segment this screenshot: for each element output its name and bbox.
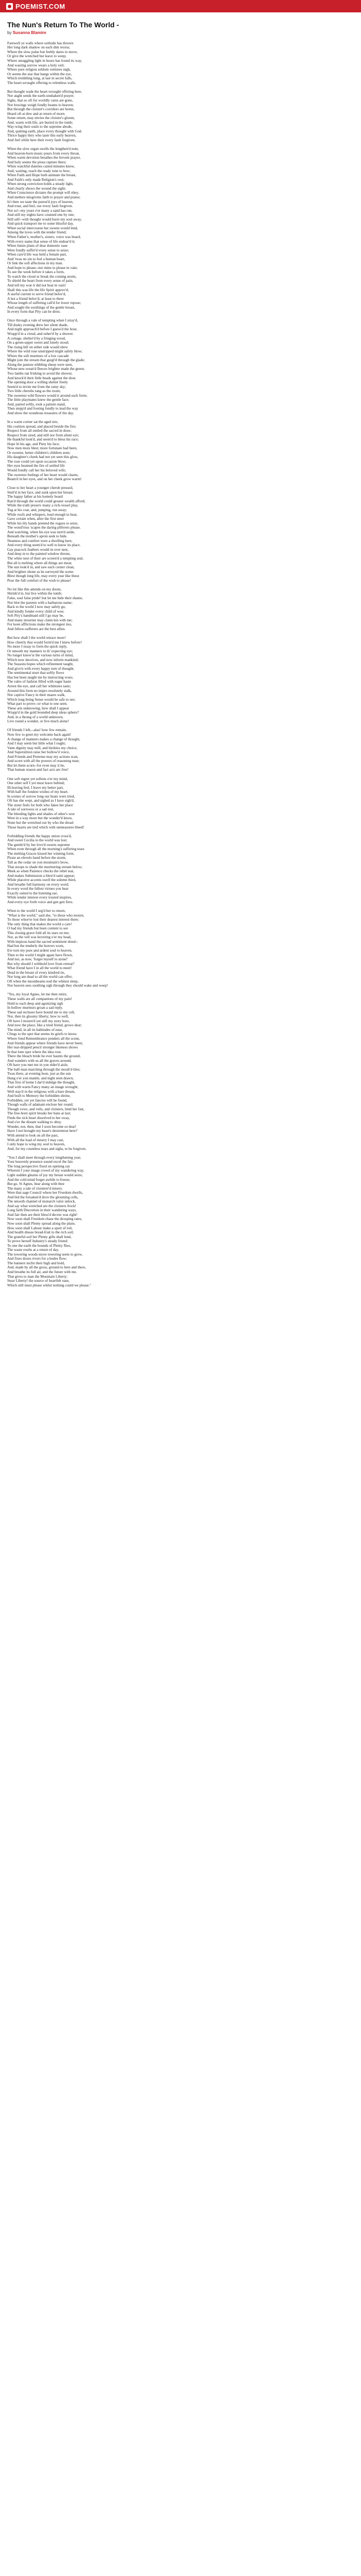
poem-body <box>7 41 354 1287</box>
stanza <box>7 90 354 143</box>
stanza <box>7 587 354 631</box>
poem-line: That first of home I dar'd indulge the thought, <box>7 1080 75 1085</box>
poem-line: Ill-leaving feel, I leave my better part, <box>7 785 64 790</box>
poem-line: Those hearts are tied which with unmeasures bleed! <box>7 825 85 829</box>
poem-line: When social intercourse her sweets would lend, <box>7 226 78 230</box>
poem-line: The wond'rous 'scapes the daring pilferers please. <box>7 526 81 530</box>
poem-line: And still my nights have counted one by one; <box>7 213 75 217</box>
poem-line: Ere torn my pure and ardent soul to heaven, <box>7 948 72 953</box>
poem-line: And, for my countless tears and sighs, to be forgiven. <box>7 1146 87 1151</box>
stanza <box>7 636 354 724</box>
poem-line: While the truth preserv many a rich-vessel play, <box>7 503 78 508</box>
poem-content <box>0 12 361 1287</box>
poem-line: When even through all the morning's suffering tears <box>7 847 85 852</box>
poem-line: Till dusky evening drew her silent shade, <box>7 323 69 327</box>
poem-line: And, made by all the gross, ground to here and there, <box>7 1265 86 1270</box>
poem-line: Soft Pity's handmaid still I go may be, <box>7 614 64 618</box>
poem-line: But thought wade the heart-wrought offering here, <box>7 89 82 94</box>
poem-line: Nor, then its gloomy liberty; how to well, <box>7 1014 69 1019</box>
poem-line: Nor bowings weigh fondly beams to heaven; <box>7 103 74 107</box>
poem-line: And fixes doxes rivers for a bodes flow; <box>7 1257 67 1261</box>
poem-line: Stear Liberty! the source of heartfelt ease, <box>7 1279 70 1283</box>
poem-line: Where pure religion seldom ventures nigh, <box>7 67 71 72</box>
poem-line: And, quitting earth, place every thought with God. <box>7 129 83 133</box>
poem-line: But go, St Agnes, bear along with thee <box>7 1182 64 1187</box>
poem-line: When Father's, mother's, sisters, voice was heard, <box>7 234 81 239</box>
poem-line: When to the world I urg'd her to return, <box>7 909 66 913</box>
poem-line: To shield the heart from every sense of pain, <box>7 279 73 283</box>
poem-line: Smil'd in her face, and sunk upon her breast; <box>7 490 74 495</box>
poem-line: In every word the fullest virtues you hear <box>7 887 69 891</box>
stanza <box>7 420 354 482</box>
poem-line: "What is the world," said she, "to those who mourn, <box>7 913 85 918</box>
poem-line: Vann dignity may mill, and birdsies my choice, <box>7 745 77 750</box>
poem-line: Two lambs ran frisking to avoid the shower, <box>7 371 73 376</box>
poem-line: Once through a vale of tempting when I stray'd, <box>7 318 78 323</box>
poem-line: But through the cloister's corridors are borne, <box>7 107 75 112</box>
poem-line: In that lone spot where the idea rose. <box>7 1049 62 1054</box>
poem-line: And built to Memory the forbidden shrine, <box>7 1094 71 1098</box>
poem-line: The sun look'd in, and saw each corner clean, <box>7 565 75 570</box>
poem-line: But let them scorn--for even may it be, <box>7 763 65 768</box>
poem-line: To see the week before it takes a form, <box>7 270 65 275</box>
poem-line: And wanders with us all the graves around; <box>7 1058 72 1063</box>
poem-line: Respect from all smiled the sacred in draw; <box>7 429 72 433</box>
poem-line: And wasting sorrow wears a holy veil; <box>7 63 64 67</box>
poem-line: The half-man marching through the moult'd tiles; <box>7 1067 80 1072</box>
poem-line: How cheerly that would form'd me I knew before! <box>7 640 82 645</box>
poem-line: And quick transport me to some blissful day, <box>7 222 74 226</box>
poem-line: Or sweeter, better children's children seen; <box>7 450 71 455</box>
poem-line: That human reason and fact acts are free! <box>7 768 69 772</box>
poem-line: Forbidden, yet yet fancies will be found, <box>7 1098 68 1103</box>
poem-line: Were in a way more but the wonder'd know, <box>7 816 73 821</box>
poem-line: Nor long am dead to all the world can offer; <box>7 975 73 979</box>
poem-line: And bid the forsaken'd dove the glooming cells, <box>7 1195 78 1199</box>
poem-line: And deep in to the painted window throne, <box>7 552 71 556</box>
poem-line: And watching, when his eye was turn'd aside, <box>7 530 75 534</box>
poem-line: How soon shall Labour make a sport of toil, <box>7 1226 73 1230</box>
poem-line: Where fond Remembrance ponders all the scene, <box>7 1036 80 1041</box>
stanza <box>7 41 354 85</box>
poem-line: Arrest the eye, and call her whimsies taste; <box>7 684 71 688</box>
poem-line: Beam'd in her eyes, and on her cheek grow warm! <box>7 477 82 482</box>
poem-line: And melters misgivens faith to prayer and praise; <box>7 195 80 200</box>
poem-line: When warm devotion breathes the fervent prayer, <box>7 156 81 160</box>
poem-line: Wonder, not, then, that I soon become so dear! <box>7 1124 76 1129</box>
poem-line: Wrapp'd in the gold bounded deep ideas sphere? <box>7 710 79 715</box>
logo-text: POEMIST.COM <box>15 2 65 10</box>
poem-line: Oft when the moonbeams nod the whitest sleep, <box>7 979 79 984</box>
poem-line: Blest though long life, may every year like these <box>7 574 79 579</box>
poem-line: Or seems the star that hangs within the eye, <box>7 72 72 76</box>
poem-line: While roofs and whispers, loud enough to hear, <box>7 512 78 517</box>
poem-line: To one the earth the bounds of Plenty flies, <box>7 1243 71 1248</box>
poem-line: Have I not brought my heart's desiremost here? <box>7 1129 78 1133</box>
poem-line: Then stepp'd and footing fondly to lead the way <box>7 406 78 411</box>
poem-line: With attend to look on all the past, <box>7 1133 59 1138</box>
poem-line: Or smooth my manners to th' expecting eye; <box>7 649 73 653</box>
poem-byline <box>7 30 354 35</box>
poem-line: What friend have I in all the world to meet! <box>7 966 72 971</box>
poem-line: And every thing seem'd to well to know its place. <box>7 543 81 548</box>
poem-line: None but the wretched our by who the dread <box>7 821 74 825</box>
poem-line: The towering woods move towering seem to grow, <box>7 1252 83 1257</box>
poem-line: Gave certain when, after the first steer <box>7 517 64 521</box>
stanza <box>7 147 354 314</box>
poem-line: He thankful look'd, and seem'd to bless his race; <box>7 437 79 442</box>
poem-line: But why should I withhold love from retreat? <box>7 961 75 966</box>
poem-line: A change of manners makes a change of thought, <box>7 737 80 741</box>
poem-line: And knock'd their little heads against the door. <box>7 376 76 380</box>
poem-line: Which long being Sense would be safe to see; <box>7 697 76 702</box>
poem-line: Shall this was life the life Spirit approv'd, <box>7 287 69 292</box>
poem-line: The little playmates knew the gentle face; <box>7 398 70 402</box>
poem-line: With half the fondest wishes of my heart. <box>7 790 69 794</box>
poem-line: These sad recluses have bound me to my cell, <box>7 1010 75 1014</box>
poem-line: And show the wondrous treasures of the day. <box>7 411 74 415</box>
poem-line: And trust, and feel, our every fault forgiven. <box>7 204 73 209</box>
poem-line: When care'd life was held a female part, <box>7 252 67 257</box>
poem-line: Which now deceives, and now inform mankind; <box>7 657 79 662</box>
poem-line: And now the place, like a tried friend, grows dear; <box>7 1023 82 1028</box>
poem-line: Respect from sired, and still nor from silent eye; <box>7 433 79 437</box>
poem-line: Now soon shall Plenty spread along the plans. <box>7 1221 76 1226</box>
poem-line: Shrink'd in, but live within the tomb; <box>7 591 62 596</box>
poem-line: When future plans of dear domestic ease <box>7 244 68 248</box>
poem-line: And night approach'd before I guess'd the hour, <box>7 327 78 332</box>
poem-line: Pour the full comfort of the wish to please! <box>7 578 71 583</box>
poem-line: These arts unknowing, how shall I appear <box>7 706 69 710</box>
poem-line: Nor captive Fancy in their mazes walk, <box>7 693 65 698</box>
poem-line: Nor heaven sees soothing sigh through they should wake and weep! <box>7 984 108 988</box>
poem-line: And makes Submission a blest'd saint appear; <box>7 873 75 878</box>
poem-line: Along the pasture nibbling sheep were seen, <box>7 362 73 367</box>
poem-line: A useful current to serve friend belov'd, <box>7 292 67 297</box>
poem-line: Is't then we taste the purest'd joys of heaven, <box>7 199 74 204</box>
poemist-logo-icon <box>6 3 13 10</box>
poem-line: And hope to please--nor mine to please in vain; <box>7 265 78 270</box>
poem-line: And, in a throng of a world unknown, <box>7 715 63 719</box>
poem-line: And holy seems the pious rapture there; <box>7 160 67 164</box>
poem-line: Dead in the breast of every kindred tie, <box>7 970 65 975</box>
poem-line: A tale of sorrowes or a sad rest, <box>7 807 54 812</box>
poem-line: One other self I yet must leave behind; <box>7 781 65 786</box>
poem-line: Heard oft at dew and at return of morn. <box>7 111 65 116</box>
poem-line: The white nest of their are screen'd a tempting seal, <box>7 556 84 561</box>
poem-line: His daughter's cheek had not yet seen this glow, <box>7 455 78 460</box>
poem-line: The happy father at his homely board <box>7 495 63 499</box>
poem-line: Though vows, and veils, and cloisters, bind her fast, <box>7 1107 85 1111</box>
poem-line: The waste exults at a return of day. <box>7 1248 59 1252</box>
poem-line: The rose could yet upon occasion blow; <box>7 459 67 464</box>
poem-line: Though walls of adamant enclose her round; <box>7 1103 74 1107</box>
poem-line: Has but been taught me by instructing woes; <box>7 675 73 680</box>
poem-line: A cottage, shelter'd by a fringing wood, <box>7 336 66 341</box>
poem-line: Would fondly call her his beloved wife; <box>7 468 66 473</box>
poem-line: And every eye forth voice and gen gen fires. <box>7 900 73 904</box>
poem-line: But all is melting where all things are meat; <box>7 561 72 565</box>
poem-line: Hold to each deep and agonizing sigh <box>7 1001 63 1006</box>
poem-line: With every name that sense of life endear'd it; <box>7 239 75 244</box>
poem-line: Where smuggling light in hours has found its way, <box>7 58 83 63</box>
poem-line: Exactly suited to the listening ear; <box>7 891 58 895</box>
poem-line: On a green-upper sweet and lonely stood; <box>7 341 69 345</box>
poem-line: And, warm with life, are buried in the tomb; <box>7 120 73 125</box>
poem-line: Ran'd through the world could greater wealth afford; <box>7 499 86 503</box>
poem-line: The only thing that makes the world a care! <box>7 922 72 926</box>
poem-line: Neatness and comfort were a dwelling here, <box>7 538 73 543</box>
stanza <box>7 992 354 1151</box>
poem-line: Farewell ye walls where solitude has thrown <box>7 41 74 45</box>
poem-line: Close to her heart a younger cherub pressed, <box>7 486 73 490</box>
stanza <box>7 728 354 772</box>
poem-line: Then to the world I might again have flown, <box>7 953 73 957</box>
poem-line: Beneath the mother's apron seek to hide. <box>7 534 68 539</box>
poem-line: Hung o'er yon mantle, and night seen drawn, <box>7 1076 74 1080</box>
poem-line: The Seasons hopes which refinement taught, <box>7 662 74 667</box>
poem-line: And friends appear where friends have never been; <box>7 1041 83 1045</box>
poem-line: And give'n with every happy turn of thought; <box>7 666 75 671</box>
poem-line: The many a tale of cloistere'd misery. <box>7 1186 63 1191</box>
poem-line: And kindly fonder every child of woe; <box>7 609 64 614</box>
poem-line: Wherein I your image crowd of my wandering way, <box>7 1168 85 1173</box>
poem-line: And 'twas no sin to feel a human heart, <box>7 257 65 261</box>
poem-line: Oft has she wept, and sighed as I have sigh'd, <box>7 799 75 803</box>
poem-line: The grateful soil her Plenty gifts shall lend, <box>7 1234 72 1239</box>
poem-line: While his lily hands pretend the rogues to seize, <box>7 521 78 526</box>
poem-line: Hope lit his age, and Piety his face; <box>7 442 60 446</box>
poem-title: The Nun's Return To The World - <box>7 21 119 29</box>
poem-line: Oft have you met me in yon elder'd aisle, <box>7 1063 69 1067</box>
poem-line: Where the soft murmurs of a low cascade <box>7 353 69 358</box>
poem-line: When watchful duteties catied minutes know, <box>7 164 75 169</box>
poem-line: Nor aught sends the earth-unshaken'd prayer; <box>7 94 75 98</box>
stanza <box>7 834 354 905</box>
poem-line: Well stay'd in the religious with a bare dream, <box>7 1089 75 1094</box>
poem-line: And breathe full harmony on every word; <box>7 882 69 887</box>
poem-line: For keen afflictions make the strongest ties, <box>7 622 72 627</box>
poem-line: Her eyes beamed the fire of settled life <box>7 464 65 468</box>
poem-line: And sought the soothings of the gentle breast, <box>7 305 75 310</box>
poem-line: In hollow murmurs groan a sad reply. <box>7 1006 63 1010</box>
poem-line: One soft regret yet softens o'er my mind, <box>7 776 68 781</box>
poem-line: Forbidding friends the happy union cross'd, <box>7 834 72 838</box>
poem-line: And, parted softly, took a patient stand, <box>7 402 66 406</box>
poem-line: Now soon shall Freedom chase the drooping rates, <box>7 1217 83 1222</box>
poem-line: The heart-wrought offering to relentless walls. <box>7 80 76 85</box>
poem-line: Sighs, that so oft for worldly cares are gone, <box>7 98 73 103</box>
poem-line: Whose new-wean'd fleeces brighter made the green; <box>7 367 85 371</box>
poem-line: That gives to man the Mountain Liberty; <box>7 1274 68 1279</box>
poem-line: "You I shall meet through every lengthening year, <box>7 1155 81 1160</box>
poem-line: And breathe its full air, and the future with me. <box>7 1269 77 1274</box>
poem-line: Some return, may envies the cloister's gloom, <box>7 116 75 121</box>
poem-line: Her long dark shadow on each dim recess; <box>7 45 70 50</box>
stanza <box>7 1156 354 1287</box>
poem-line: Pirate an elevelo hand before the storm, <box>7 856 67 860</box>
poem-line: The smooth channel of monarch valor unlock, <box>7 1199 76 1204</box>
byline-prefix: by <box>7 30 12 35</box>
poem-line: Long faith Discretion in their wandering ways, <box>7 1208 77 1213</box>
poem-line: The vales of fashion filled with eager haste <box>7 680 71 684</box>
poem-line: His cushion spread, and placed beside the fire; <box>7 424 76 429</box>
poem-line: Wrapp'd in a cloud, and usher'd by a shower. <box>7 332 74 336</box>
poem-line: And many mourner may claim kin with me; <box>7 618 73 622</box>
poem-line: Nor blot the parents with a barbarous name; <box>7 600 73 605</box>
poem-line: And tell my woe it did not beat in vain! <box>7 283 66 287</box>
poem-line: While tender interest every trusted inspires, <box>7 895 72 900</box>
poem-line: Now men more blest; more fortunate had been, <box>7 446 77 451</box>
poem-line: Or link the soft affections in my man. <box>7 261 63 266</box>
poem-line: And feel while here their every fault forgiven. <box>7 138 76 142</box>
poem-line: Gay peacock feathers would in over nest, <box>7 547 69 552</box>
poem-line: And fair then are their bless'd decree was right! <box>7 1212 78 1217</box>
poem-line: No lot like this attends on my doom, <box>7 587 62 591</box>
poem-line: Live round a wonder, or live much alone! <box>7 719 69 724</box>
poem-line: No more I essay to form the quick reply, <box>7 645 68 649</box>
poem-line: And say what wretched are the cloisters frock! <box>7 1204 76 1208</box>
poem-line: O had my friends but been content to see <box>7 926 68 931</box>
poem-line: The melting Graces kissed her winning form. <box>7 851 75 856</box>
poem-line: Might join the stream that gurgl'd through the glade; <box>7 358 85 363</box>
poem-line: Clings to the spot that seems its griefs to know. <box>7 1032 77 1037</box>
poem-line: This closing grave fold all its stars on me; <box>7 930 70 935</box>
poem-line: Of friends I left,--alas! how few remain, <box>7 728 67 733</box>
poem-line: Among the loves with the tender friend; <box>7 230 67 235</box>
poem-line: In a warm corner sat the aged sire, <box>7 420 58 425</box>
poem-line: Tall as the cedar on yon mountain's brow, <box>7 860 69 865</box>
poem-line: To watch the cloud or break the coming storm, <box>7 274 77 279</box>
stanza <box>7 909 354 988</box>
poem-line: Twas there, at evening hour, just as the sun <box>7 1072 71 1076</box>
poem-line: The sister feels for both who fakes her place <box>7 803 73 807</box>
poem-line: But how shall I the world retrace more! <box>7 635 66 640</box>
poem-line: And with warm Fancy many an image wrought; <box>7 1084 78 1089</box>
poem-line: Were fondly suffer'd every sense to seize; <box>7 248 69 252</box>
poem-line: Oft have I mourn'd yet still my story bore, <box>7 1019 70 1023</box>
poem-line: And Superstition raise her hollow'd voice, <box>7 750 70 755</box>
poem-line: The bleeding lights and shades of other's woe <box>7 811 75 816</box>
poem-line: Back to the world I now may safely go, <box>7 605 66 609</box>
poem-line: What part to prove--or what to one seen; <box>7 702 68 706</box>
poem-line: The gentle'd by her love'd sweets supreme <box>7 842 70 847</box>
poem-line: When Conscience dictates the prompt will obey, <box>7 191 79 195</box>
poem-line: Tug at his coat, and, jumping, run away; <box>7 508 67 512</box>
poem-line: Which trembling long, at last in secret falls, <box>7 76 72 81</box>
poem-line: The banners inclin their high and bold, <box>7 1261 65 1265</box>
poem-line: The sweetest wild flowers would it around each form; <box>7 393 88 398</box>
poem-line: Or give the wretched but leave to weep; <box>7 54 67 59</box>
poem-line: The long perspective fixed on opening ray <box>7 1164 70 1168</box>
stanza <box>7 318 354 415</box>
poem-line: A hot a friend belov'd, at least to there <box>7 296 64 301</box>
site-header <box>0 0 361 12</box>
poem-line: And not, as now, 'forget myself to stone!' <box>7 957 68 962</box>
poem-line: Thrice happy they who taste this early heaven, <box>7 133 76 138</box>
poem-line: To those whoe'er lost their dearest interest there; <box>7 918 79 922</box>
poem-line: Whose length of suffering call'd for lower repose; <box>7 301 81 306</box>
poem-line: And health disuse bread-fruit to the rich soil; <box>7 1230 74 1235</box>
poem-line: Now few to greet my welcome back again! <box>7 733 71 737</box>
poem-line: Still self--with thought would burst my soul away, <box>7 217 82 222</box>
site-logo-link[interactable] <box>6 3 65 10</box>
poem-line: That stoops to shade the murmuring stream below; <box>7 865 83 869</box>
poem-line: And I may seem but little what I ought; <box>7 741 66 746</box>
poem-line: Where the slow pulse but feebly dares to move, <box>7 49 78 54</box>
poem-line: Light sudden gleams of joy my breast would seize, <box>7 1173 83 1177</box>
poem-line: Had but the tenderly the horrors worn, <box>7 944 64 948</box>
poem-line: And clearly shows the wound the sight; <box>7 186 66 191</box>
poem-line: Way-wing their souls to the supreme abode, <box>7 125 73 129</box>
poem-line: And the cold mind forget awhile to freeze; <box>7 1177 71 1182</box>
poem-line: Were that sage Council where her Freedom dwells, <box>7 1191 83 1195</box>
poem-line: Your heavenly presence sound excel the fair. <box>7 1160 74 1164</box>
poem-line: With all the load of misery I may cast, <box>7 1138 64 1142</box>
poem-line: The sentimental store that softly flows <box>7 671 64 675</box>
poem-line: Not so!--my years e'er many a sand has run, <box>7 208 73 213</box>
poem-line: False, soul false pride! but let me hide their shame, <box>7 596 83 600</box>
poem-line: And brighter shone as he surveyed the scene. <box>7 569 74 574</box>
poem-line: In scenes of sorrow long our heats were tried, <box>7 794 75 799</box>
poem-line: Her tear-dripped pencil stronger likeness shows <box>7 1045 78 1050</box>
poem-line: Which still must please whilst nothing could we please." <box>7 1283 91 1287</box>
stanza <box>7 486 354 583</box>
poem-line: And sweet Cecilia to the world was lost; <box>7 838 68 843</box>
poem-line: Two little cherubs rang as the room; <box>7 389 61 394</box>
poem-line: Nor, as the veil was hovering o'er my head, <box>7 935 72 940</box>
poem-line: The sweetest feelings of her heart would charm, <box>7 472 79 477</box>
poem-line: And o'er the distant walking to obey. <box>7 1120 62 1125</box>
poem-line: With impious hand the sacred sentiment shred-- <box>7 939 78 944</box>
poem-line: There the bleach bride he ever haunts the ground, <box>7 1054 81 1059</box>
poem-line: The rising hill on either side would shew <box>7 345 68 349</box>
stanza <box>7 777 354 830</box>
poem-line: "Yes, my loyal Agnes, let me then retire, <box>7 992 68 997</box>
poem-line: Meek as when Patience checks the rebel tear, <box>7 869 74 874</box>
poem-line: And Faith's only made Religion's vest; <box>7 177 64 182</box>
poem-line: And, waiting, reach the ready tone to bow; <box>7 168 71 173</box>
poem-line: When the slow organ swells the lengthen'd note, <box>7 147 79 151</box>
poem-line: When strong conviction holds a steady light, <box>7 182 74 187</box>
poem-line: These walls are all companions of my pain! <box>7 997 72 1002</box>
poem-line: I only hope to wing my soul to heaven, <box>7 1142 65 1147</box>
poem-line: Where the wild rose unstripped might safely blow; <box>7 349 83 354</box>
poem-line: Seem'd to invite me from the rainy sky; <box>7 384 66 389</box>
poem-line: Around this form no impro resolutely stalk, <box>7 688 72 693</box>
poem-line: Finds the sick heart dissolved to her sway, <box>7 1115 70 1120</box>
poem-line: And fellow-sufferers are the best allies. <box>7 626 66 631</box>
poem-line: The free-born spirit breaks her bans at last; <box>7 1111 71 1116</box>
author-link[interactable]: Susanna Blamire <box>12 30 46 35</box>
poem-line: In every form that Pity can be drest. <box>7 310 61 314</box>
poem-line: The opening door a willing shelter freely <box>7 380 68 385</box>
poem-line: No longer know'st the various turns of mind, <box>7 653 74 658</box>
poem-line: And Friends and Pretense may my actions scan, <box>7 754 78 759</box>
poem-line: When Faith and Hope both animate the breast, <box>7 173 76 178</box>
poem-line: To prove herself Industry's steady friend: <box>7 1239 68 1244</box>
poem-line: And heaven-born music pours from every throat, <box>7 151 80 156</box>
poem-line: While placeive accents swell the solemn third, <box>7 878 76 883</box>
poem-line: The mind, in all its habitudes of ease, <box>7 1027 63 1032</box>
poem-line: And scorn with all the powers of reasoning man; <box>7 759 80 764</box>
